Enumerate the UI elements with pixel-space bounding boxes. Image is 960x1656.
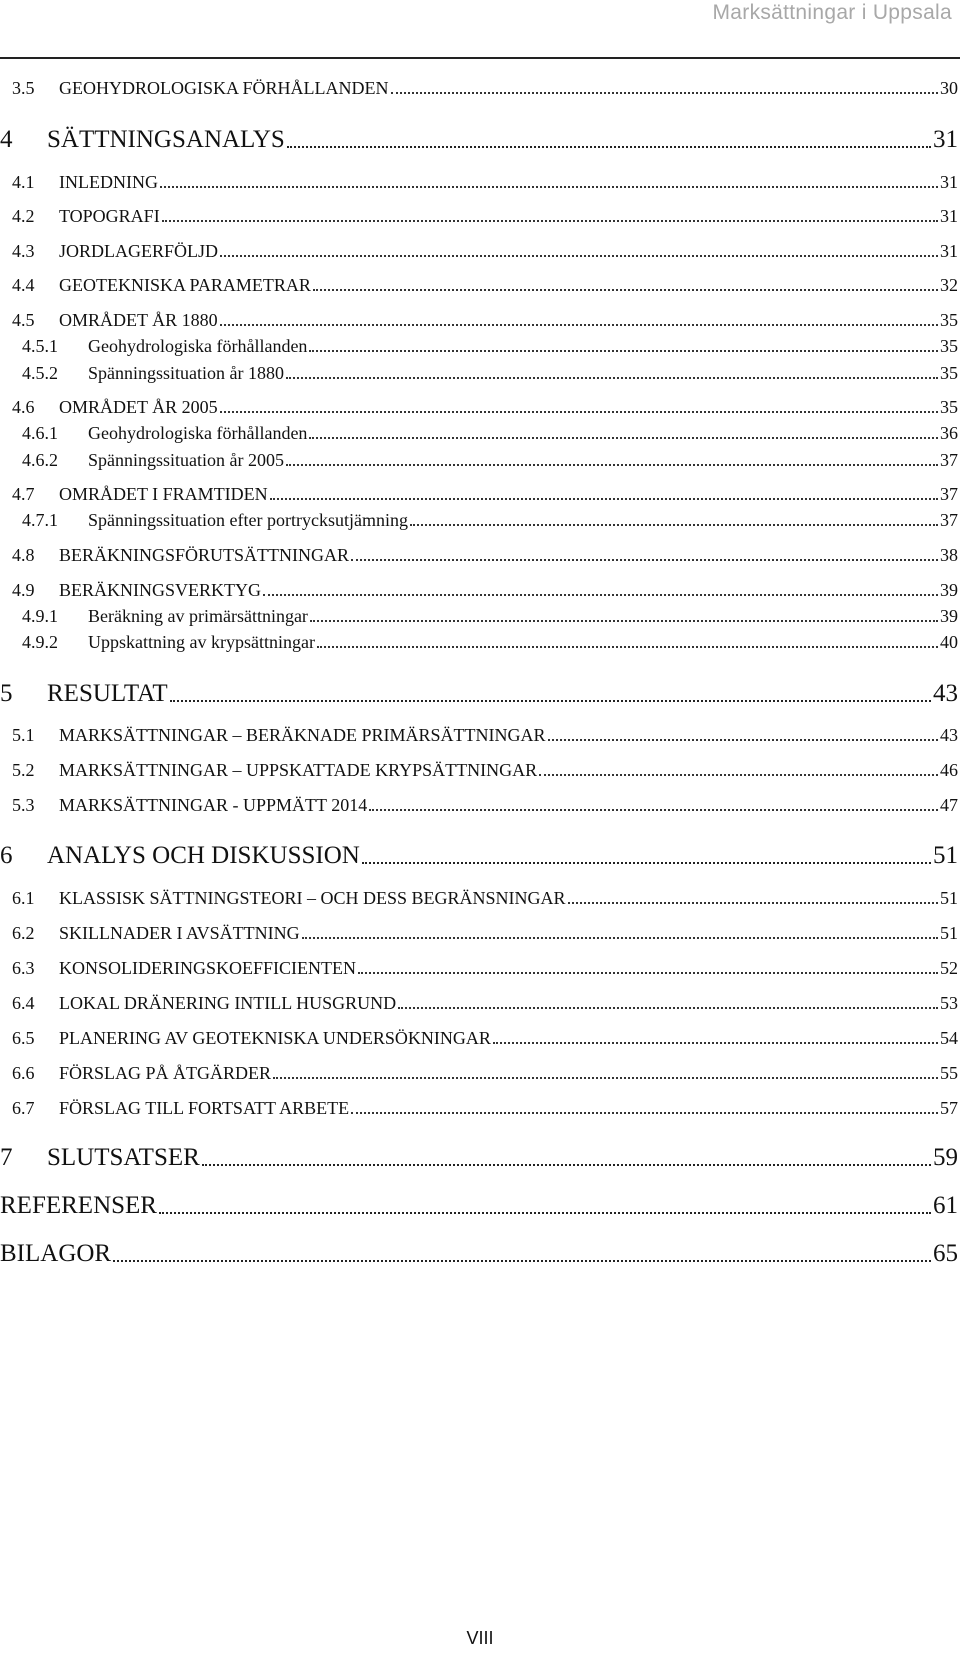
toc-entry-title: Uppskattning av krypsättningar — [88, 632, 315, 652]
toc-entry-title: ANALYS OCH DISKUSSION — [47, 842, 360, 869]
toc-entry-page: 55 — [940, 1063, 958, 1083]
toc-entry-number: 4.5.2 — [22, 363, 58, 383]
toc-entry-title: GEOHYDROLOGISKA FÖRHÅLLANDEN — [59, 78, 389, 98]
toc-entry-title: REFERENSER — [0, 1192, 157, 1219]
toc-entry-page: 52 — [940, 958, 958, 978]
toc-entry-page: 40 — [940, 632, 958, 652]
toc-entry-number: 4.6 — [12, 397, 35, 417]
toc-dot-leader — [313, 275, 938, 296]
toc-entry[interactable] — [0, 510, 958, 531]
toc-dot-leader — [398, 993, 938, 1014]
toc-dot-leader — [159, 1192, 931, 1220]
toc-entry[interactable] — [0, 1192, 958, 1220]
toc-entry[interactable] — [0, 172, 958, 193]
toc-entry-page: 47 — [940, 795, 958, 815]
toc-entry-title: INLEDNING — [59, 172, 158, 192]
toc-dot-leader — [160, 172, 938, 193]
toc-entry-number: 4.3 — [12, 241, 35, 261]
toc-entry-title: BERÄKNINGSVERKTYG — [59, 580, 261, 600]
toc-dot-leader — [263, 580, 938, 601]
toc-entry-title: KLASSISK SÄTTNINGSTEORI – OCH DESS BEGRÄNSNINGAR — [59, 888, 566, 908]
toc-entry[interactable] — [0, 1144, 958, 1172]
toc-entry[interactable] — [0, 423, 958, 444]
toc-entry-title: SÄTTNINGSANALYS — [47, 126, 285, 153]
toc-entry-page: 35 — [940, 363, 958, 383]
toc-entry[interactable] — [0, 484, 958, 505]
toc-entry-page: 31 — [940, 172, 958, 192]
toc-dot-leader — [310, 606, 938, 627]
toc-entry[interactable] — [0, 606, 958, 627]
toc-entry-number: 4.4 — [12, 275, 35, 295]
toc-dot-leader — [202, 1144, 931, 1172]
toc-entry-number: 7 — [0, 1144, 13, 1171]
toc-entry[interactable] — [0, 363, 958, 384]
toc-entry-title: KONSOLIDERINGSKOEFFICIENTEN — [59, 958, 356, 978]
toc-dot-leader — [287, 126, 931, 154]
toc-entry[interactable] — [0, 993, 958, 1014]
toc-entry[interactable] — [0, 760, 958, 781]
toc-entry[interactable] — [0, 1098, 958, 1119]
toc-entry-page: 35 — [940, 397, 958, 417]
toc-dot-leader — [391, 78, 939, 99]
toc-entry-page: 46 — [940, 760, 958, 780]
toc-entry-title: OMRÅDET ÅR 1880 — [59, 310, 218, 330]
toc-entry-title: PLANERING AV GEOTEKNISKA UNDERSÖKNINGAR — [59, 1028, 491, 1048]
toc-entry-number: 6.4 — [12, 993, 35, 1013]
toc-dot-leader — [113, 1240, 931, 1268]
toc-entry-number: 6.6 — [12, 1063, 35, 1083]
toc-dot-leader — [270, 484, 938, 505]
toc-entry[interactable] — [0, 206, 958, 227]
toc-entry-number: 5.1 — [12, 725, 35, 745]
toc-entry[interactable] — [0, 450, 958, 471]
toc-entry-title: Geohydrologiska förhållanden — [88, 336, 308, 356]
toc-entry-page: 39 — [940, 580, 958, 600]
toc-entry-number: 6.5 — [12, 1028, 35, 1048]
toc-dot-leader — [286, 363, 938, 384]
toc-entry-number: 5.2 — [12, 760, 35, 780]
toc-dot-leader — [351, 1098, 938, 1119]
toc-entry[interactable] — [0, 1063, 958, 1084]
toc-entry-number: 4.7 — [12, 484, 35, 504]
toc-entry-page: 53 — [940, 993, 958, 1013]
toc-dot-leader — [220, 310, 938, 331]
toc-entry-title: BERÄKNINGSFÖRUTSÄTTNINGAR — [59, 545, 350, 565]
toc-entry-title: MARKSÄTTNINGAR - UPPMÄTT 2014 — [59, 795, 368, 815]
toc-dot-leader — [539, 760, 938, 781]
toc-dot-leader — [548, 725, 938, 746]
toc-entry-page: 54 — [940, 1028, 958, 1048]
toc-entry-page: 31 — [940, 241, 958, 261]
toc-entry[interactable] — [0, 336, 958, 357]
toc-dot-leader — [410, 510, 938, 531]
toc-entry-page: 37 — [940, 510, 958, 530]
toc-dot-leader — [286, 450, 938, 471]
toc-entry-page: 51 — [940, 888, 958, 908]
toc-entry-title: FÖRSLAG PÅ ÅTGÄRDER — [59, 1063, 272, 1083]
toc-entry-number: 4.5 — [12, 310, 35, 330]
toc-entry-title: SKILLNADER I AVSÄTTNING — [59, 923, 300, 943]
toc-entry-page: 30 — [940, 78, 958, 98]
running-header-title: Marksättningar i Uppsala — [712, 1, 952, 24]
header-divider — [0, 57, 960, 59]
toc-entry-title: Spänningssituation efter portrycksutjämning — [88, 510, 408, 530]
toc-dot-leader — [170, 680, 931, 708]
toc-dot-leader — [220, 397, 938, 418]
toc-entry[interactable] — [0, 310, 958, 331]
toc-dot-leader — [317, 632, 938, 653]
toc-entry-page: 35 — [940, 336, 958, 356]
toc-entry-page: 59 — [933, 1144, 958, 1171]
toc-entry[interactable] — [0, 126, 958, 154]
toc-entry-title: FÖRSLAG TILL FORTSATT ARBETE — [59, 1098, 350, 1118]
toc-dot-leader — [302, 923, 938, 944]
toc-entry-title: Beräkning av primärsättningar — [88, 606, 308, 626]
toc-entry-number: 6.3 — [12, 958, 35, 978]
toc-entry-number: 4.9.2 — [22, 632, 58, 652]
toc-entry-number: 5 — [0, 680, 13, 707]
toc-dot-leader — [309, 423, 938, 444]
toc-entry-number: 4.6.1 — [22, 423, 58, 443]
toc-entry-page: 51 — [940, 923, 958, 943]
toc-entry-number: 4.5.1 — [22, 336, 58, 356]
toc-entry[interactable] — [0, 241, 958, 262]
toc-entry-page: 61 — [933, 1192, 958, 1219]
toc-entry[interactable] — [0, 397, 958, 418]
toc-dot-leader — [351, 545, 938, 566]
toc-entry-title: OMRÅDET ÅR 2005 — [59, 397, 218, 417]
toc-entry[interactable] — [0, 545, 958, 566]
toc-dot-leader — [369, 795, 938, 816]
toc-entry-title: LOKAL DRÄNERING INTILL HUSGRUND — [59, 993, 397, 1013]
toc-entry-title: Geohydrologiska förhållanden — [88, 423, 308, 443]
toc-entry-page: 37 — [940, 450, 958, 470]
toc-entry[interactable] — [0, 842, 958, 870]
toc-entry-page: 43 — [933, 680, 958, 707]
toc-entry[interactable] — [0, 680, 958, 708]
toc-dot-leader — [568, 888, 938, 909]
toc-entry-page: 39 — [940, 606, 958, 626]
toc-entry-page: 38 — [940, 545, 958, 565]
toc-entry-number: 4.6.2 — [22, 450, 58, 470]
toc-entry-number: 4.9 — [12, 580, 35, 600]
toc-entry-page: 35 — [940, 310, 958, 330]
toc-entry[interactable] — [0, 580, 958, 601]
toc-entry[interactable] — [0, 888, 958, 909]
toc-entry-number: 4.9.1 — [22, 606, 58, 626]
toc-dot-leader — [273, 1063, 938, 1084]
toc-entry-title: JORDLAGERFÖLJD — [59, 241, 219, 261]
toc-entry-number: 6.1 — [12, 888, 35, 908]
toc-entry-page: 57 — [940, 1098, 958, 1118]
toc-entry[interactable] — [0, 795, 958, 816]
toc-dot-leader — [362, 842, 931, 870]
toc-entry[interactable] — [0, 275, 958, 296]
toc-entry-number: 4.1 — [12, 172, 35, 192]
toc-entry-title: SLUTSATSER — [47, 1144, 200, 1171]
toc-entry[interactable] — [0, 1240, 958, 1268]
toc-entry-number: 4.8 — [12, 545, 35, 565]
toc-entry[interactable] — [0, 725, 958, 746]
toc-entry-page: 32 — [940, 275, 958, 295]
toc-entry-page: 65 — [933, 1240, 958, 1267]
toc-entry-page: 37 — [940, 484, 958, 504]
toc-entry[interactable] — [0, 78, 958, 99]
toc-entry-title: Spänningssituation år 2005 — [88, 450, 284, 470]
toc-dot-leader — [220, 241, 938, 262]
toc-entry[interactable] — [0, 1028, 958, 1049]
toc-entry-number: 6 — [0, 842, 13, 869]
toc-entry-page: 31 — [933, 126, 958, 153]
toc-entry-title: BILAGOR — [0, 1240, 112, 1267]
toc-entry-title: Spänningssituation år 1880 — [88, 363, 284, 383]
toc-entry-number: 6.7 — [12, 1098, 35, 1118]
toc-entry-number: 6.2 — [12, 923, 35, 943]
toc-entry-title: GEOTEKNISKA PARAMETRAR — [59, 275, 311, 295]
toc-entry-title: OMRÅDET I FRAMTIDEN — [59, 484, 268, 504]
toc-entry-number: 5.3 — [12, 795, 35, 815]
toc-entry-page: 51 — [933, 842, 958, 869]
toc-entry-number: 4 — [0, 126, 13, 153]
toc-entry-number: 3.5 — [12, 78, 35, 98]
toc-entry[interactable] — [0, 632, 958, 653]
toc-dot-leader — [358, 958, 938, 979]
toc-entry-page: 31 — [940, 206, 958, 226]
toc-entry-page: 43 — [940, 725, 958, 745]
toc-entry[interactable] — [0, 923, 958, 944]
toc-entry-title: MARKSÄTTNINGAR – BERÄKNADE PRIMÄRSÄTTNINGAR — [59, 725, 546, 745]
page-number: VIII — [466, 1628, 494, 1648]
toc-entry-number: 4.7.1 — [22, 510, 58, 530]
toc-entry-title: RESULTAT — [47, 680, 168, 707]
toc-entry-page: 36 — [940, 423, 958, 443]
toc-dot-leader — [162, 206, 938, 227]
toc-entry-number: 4.2 — [12, 206, 35, 226]
toc-entry[interactable] — [0, 958, 958, 979]
toc-entry-title: MARKSÄTTNINGAR – UPPSKATTADE KRYPSÄTTNINGAR — [59, 760, 538, 780]
toc-dot-leader — [309, 336, 938, 357]
toc-dot-leader — [493, 1028, 938, 1049]
toc-entry-title: TOPOGRAFI — [59, 206, 160, 226]
